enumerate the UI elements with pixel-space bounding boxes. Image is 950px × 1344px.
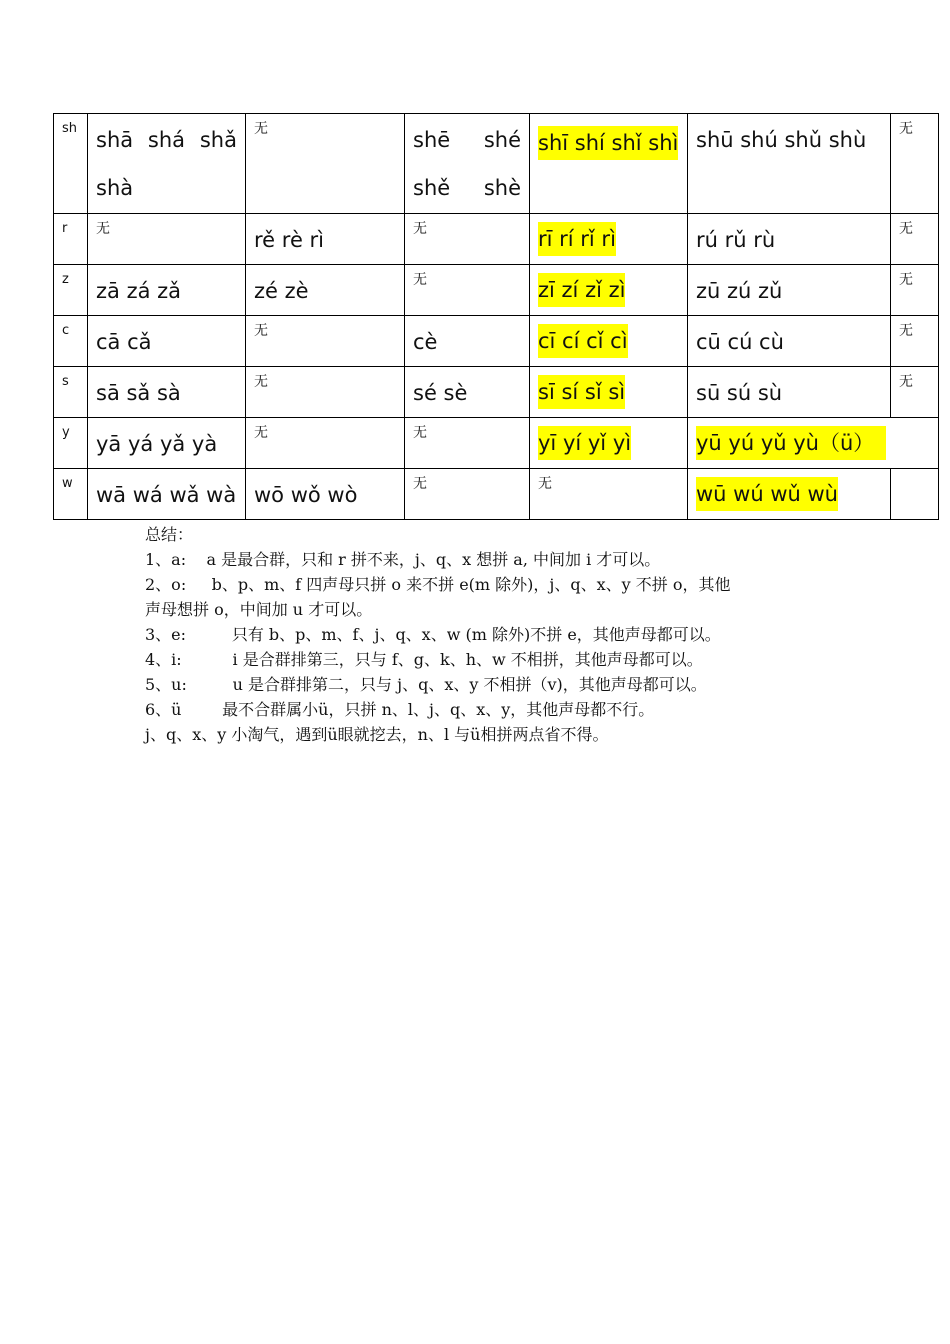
initial-cell: s — [54, 367, 88, 418]
v-cell — [891, 469, 939, 520]
u-cell: zū zú zǔ — [688, 265, 891, 316]
syllables-text: shā shá shǎ shà — [96, 128, 237, 200]
i-cell: 无 — [530, 469, 688, 520]
highlighted-syllables: rī rí rǐ rì — [538, 222, 616, 256]
v-cell: 无 — [891, 214, 939, 265]
o-cell: 无 — [246, 316, 405, 367]
summary-line: 1、a: a 是最合群，只和 r 拼不来，j、q、x 想拼 a, 中间加 i 才可以。 — [145, 550, 661, 569]
o-cell: 无 — [246, 367, 405, 418]
u-cell: sū sú sù — [688, 367, 891, 418]
o-cell: rě rè rì — [246, 214, 405, 265]
a-cell: sā sǎ sà — [88, 367, 246, 418]
highlighted-syllables: sī sí sǐ sì — [538, 375, 625, 409]
a-cell: cā cǎ — [88, 316, 246, 367]
u-cell — [688, 469, 891, 520]
summary-line: 3、e: 只有 b、p、m、f、j、q、x、w (m 除外)不拼 e，其他声母都可以。 — [145, 625, 721, 644]
a-cell: zā zá zǎ — [88, 265, 246, 316]
u-cell: cū cú cù — [688, 316, 891, 367]
initial-cell: z — [54, 265, 88, 316]
highlighted-syllables: yū yú yǔ yù（ü） — [696, 426, 886, 460]
u-cell — [688, 418, 939, 469]
i-cell — [530, 265, 688, 316]
summary-title: 总结： — [145, 525, 194, 544]
pinyin-table — [53, 113, 939, 520]
o-cell: 无 — [246, 418, 405, 469]
table-row-s — [54, 367, 939, 418]
table-row-y — [54, 418, 939, 469]
u-cell: shū shú shǔ shù — [688, 114, 891, 214]
table-row-sh — [54, 114, 939, 214]
v-cell: 无 — [891, 316, 939, 367]
summary-line: 6、ü 最不合群属小ü，只拼 n、l、j、q、x、y，其他声母都不行。 — [145, 700, 655, 719]
v-cell: 无 — [891, 114, 939, 214]
summary-section — [145, 522, 845, 747]
syllables-text: shē shé shě shè — [413, 128, 521, 200]
highlighted-syllables: shī shí shǐ shì — [538, 126, 678, 160]
highlighted-syllables: zī zí zǐ zì — [538, 273, 625, 307]
e-cell: 无 — [405, 214, 530, 265]
e-cell — [405, 114, 530, 214]
initial-cell: r — [54, 214, 88, 265]
o-cell: zé zè — [246, 265, 405, 316]
summary-line: 5、u: u 是合群排第二，只与 j、q、x、y 不相拼（v)，其他声母都可以。 — [145, 675, 707, 694]
highlighted-syllables: cī cí cǐ cì — [538, 324, 628, 358]
i-cell — [530, 367, 688, 418]
e-cell: sé sè — [405, 367, 530, 418]
initial-cell: w — [54, 469, 88, 520]
i-cell — [530, 418, 688, 469]
table-row-c — [54, 316, 939, 367]
e-cell: 无 — [405, 418, 530, 469]
initial-cell: sh — [54, 114, 88, 214]
e-cell: 无 — [405, 265, 530, 316]
summary-line: j、q、x、y 小淘气，遇到ü眼就挖去，n、l 与ü相拼两点省不得。 — [145, 725, 609, 744]
v-cell: 无 — [891, 367, 939, 418]
i-cell — [530, 214, 688, 265]
u-cell: rú rǔ rù — [688, 214, 891, 265]
highlighted-syllables: wū wú wǔ wù — [696, 477, 838, 511]
summary-line: 4、i: i 是合群排第三，只与 f、g、k、h、w 不相拼，其他声母都可以。 — [145, 650, 703, 669]
i-cell — [530, 114, 688, 214]
a-cell: wā wá wǎ wà — [88, 469, 246, 520]
initial-cell: y — [54, 418, 88, 469]
e-cell: 无 — [405, 469, 530, 520]
table-row-w — [54, 469, 939, 520]
o-cell: wō wǒ wò — [246, 469, 405, 520]
summary-line: 声母想拼 o，中间加 u 才可以。 — [145, 600, 373, 619]
initial-cell: c — [54, 316, 88, 367]
i-cell — [530, 316, 688, 367]
table-row-z — [54, 265, 939, 316]
o-cell: 无 — [246, 114, 405, 214]
v-cell: 无 — [891, 265, 939, 316]
table-row-r — [54, 214, 939, 265]
a-cell — [88, 114, 246, 214]
a-cell: 无 — [88, 214, 246, 265]
a-cell: yā yá yǎ yà — [88, 418, 246, 469]
highlighted-syllables: yī yí yǐ yì — [538, 426, 631, 460]
e-cell: cè — [405, 316, 530, 367]
summary-line: 2、o: b、p、m、f 四声母只拼 o 来不拼 e(m 除外)，j、q、x、y 不拼 o，其他 — [145, 575, 731, 594]
